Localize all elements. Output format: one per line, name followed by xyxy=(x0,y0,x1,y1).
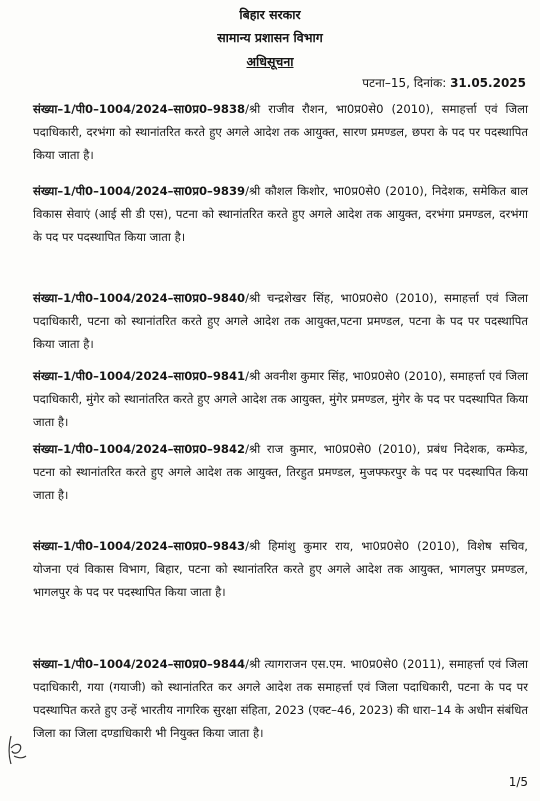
department-name: सामान्य प्रशासन विभाग xyxy=(217,30,323,45)
order-paragraph xyxy=(33,653,528,745)
order-paragraph xyxy=(33,365,528,434)
order-paragraph xyxy=(33,180,528,249)
order-text: /श्री कौशल किशोर, भा0प्र0से0 (2010), निदेशक, समेकित बाल विकास सेवाएं (आई सी डी एस), पटना को स्थानांतरित करते हुए अगले आदेश तक आयुक्त, दरभंगा प्रमण्डल, दरभंगा के पद पर पदस्थापित किया जाता है। xyxy=(33,184,528,244)
order-paragraph xyxy=(33,438,528,507)
order-reference: संख्या–1/पी0–1004/2024–सा0प्र0–9839 xyxy=(33,184,246,198)
order-reference: संख्या–1/पी0–1004/2024–सा0प्र0–9838 xyxy=(33,102,246,116)
order-text: /श्री चन्द्रशेखर सिंह, भा0प्र0से0 (2010), समाहर्त्ता एवं जिला पदाधिकारी, पटना को स्थानांतरित करते हुए अगले आदेश तक आयुक्त,पटना प्रमण्डल, पटना के पद पर पदस्थापित किया जाता है। xyxy=(33,291,528,351)
order-reference: संख्या–1/पी0–1004/2024–सा0प्र0–9841 xyxy=(33,369,246,383)
order-text: /श्री त्यागराजन एस.एम. भा0प्र0से0 (2011), समाहर्त्ता एवं जिला पदाधिकारी, गया (गयाजी) को स्थानांतरित कर अगले आदेश तक समाहर्त्ता एवं जिला पदाधिकारी, पटना के पद पर पदस्थापित करते हुए उन्हें भारतीय नागरिक सुरक्षा संहिता, 2023 (एक्ट–46, 2023) की धारा–14 के अधीन संबंधित जिला का जिला दण्डाधिकारी भी नियुक्त किया जाता है। xyxy=(33,657,528,740)
order-reference: संख्या–1/पी0–1004/2024–सा0प्र0–9844 xyxy=(33,657,246,671)
notification-title: अधिसूचना xyxy=(246,54,294,69)
order-paragraph xyxy=(33,98,528,167)
order-text: /श्री हिमांशु कुमार राय, भा0प्र0से0 (2010), विशेष सचिव, योजना एवं विकास विभाग, बिहार, पटना को स्थानांतरित करते हुए अगले आदेश तक आयुक्त, भागलपुर प्रमण्डल, भागलपुर के पद पर पदस्थापित किया जाता है। xyxy=(33,539,528,599)
page-number: 1/5 xyxy=(508,775,528,789)
notification-date: 31.05.2025 xyxy=(450,76,526,90)
order-reference: संख्या–1/पी0–1004/2024–सा0प्र0–9842 xyxy=(33,442,246,456)
place-number: पटना–15, दिनांक: xyxy=(362,76,447,90)
order-text: /श्री राजीव रौशन, भा0प्र0से0 (2010), समाहर्त्ता एवं जिला पदाधिकारी, दरभंगा को स्थानांतरित करते हुए अगले आदेश तक आयुक्त, सारण प्रमण्डल, छपरा के पद पर पदस्थापित किया जाता है। xyxy=(33,102,528,162)
order-text: /श्री अवनीश कुमार सिंह, भा0प्र0से0 (2010), समाहर्त्ता एवं जिला पदाधिकारी, मुंगेर को स्थानांतरित करते हुए अगले आदेश तक आयुक्त, मुंगेर प्रमण्डल, मुंगेर के पद पर पदस्थापित किया जाता है। xyxy=(33,369,528,429)
signature-mark xyxy=(6,734,28,766)
government-name: बिहार सरकार xyxy=(239,7,301,22)
order-reference: संख्या–1/पी0–1004/2024–सा0प्र0–9843 xyxy=(33,539,246,553)
dateline xyxy=(362,74,526,91)
order-paragraph xyxy=(33,287,528,356)
order-paragraph xyxy=(33,535,528,604)
order-text: /श्री राज कुमार, भा0प्र0से0 (2010), प्रबंध निदेशक, कम्फेड, पटना को स्थानांतरित करते हुए अगले आदेश तक आयुक्त, तिरहुत प्रमण्डल, मुजफ्फरपुर के पद पर पदस्थापित किया जाता है। xyxy=(33,442,528,502)
order-reference: संख्या–1/पी0–1004/2024–सा0प्र0–9840 xyxy=(33,291,246,305)
